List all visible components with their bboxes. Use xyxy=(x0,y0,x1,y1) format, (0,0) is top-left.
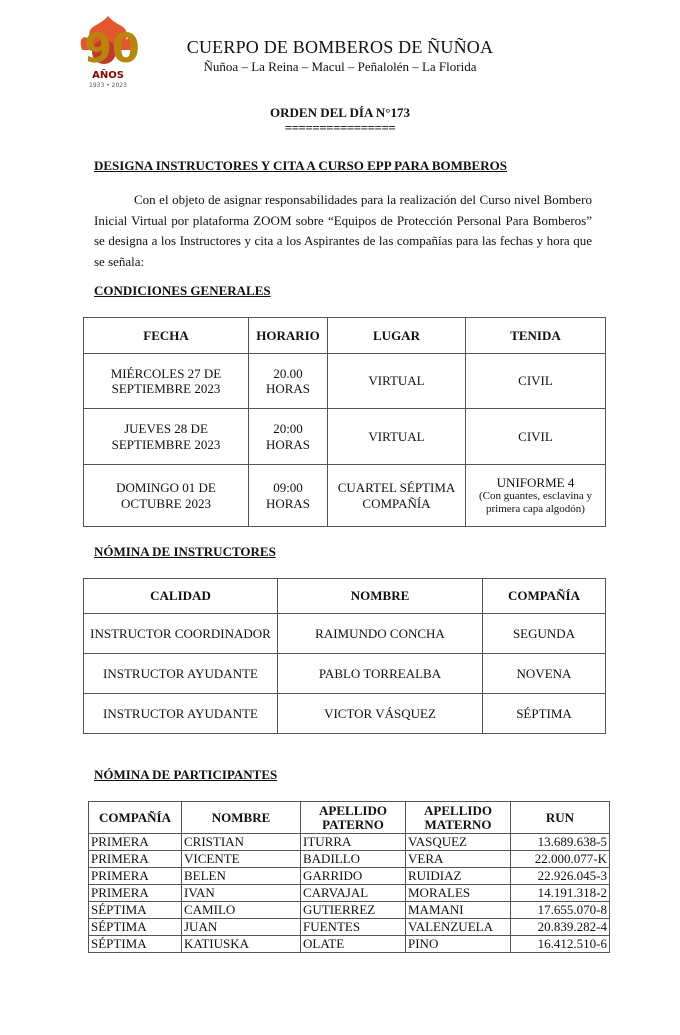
cell-compania: NOVENA xyxy=(483,654,606,694)
cell-run: 14.191.318-2 xyxy=(511,885,610,902)
fire-department-logo xyxy=(60,14,156,90)
header-compania: COMPAÑÍA xyxy=(483,579,606,614)
header-tenida: TENIDA xyxy=(466,318,606,354)
header-calidad: CALIDAD xyxy=(84,579,278,614)
conditions-heading: CONDICIONES GENERALES xyxy=(94,283,271,298)
cell-compania: PRIMERA xyxy=(89,885,182,902)
cell-paterno: GARRIDO xyxy=(301,868,406,885)
table-row xyxy=(89,936,610,953)
cell-paterno: CARVAJAL xyxy=(301,885,406,902)
cell-compania: SEGUNDA xyxy=(483,614,606,654)
anniversary-badge-icon xyxy=(60,14,156,90)
participants-table xyxy=(88,801,610,953)
header-fecha: FECHA xyxy=(84,318,249,354)
cell-run: 16.412.510-6 xyxy=(511,936,610,953)
cell-horario: 20:00 HORAS xyxy=(249,409,328,465)
cell-lugar: CUARTEL SÉPTIMA COMPAÑÍA xyxy=(328,465,466,527)
header-lugar: LUGAR xyxy=(328,318,466,354)
cell-paterno: ITURRA xyxy=(301,834,406,851)
cell-lugar: VIRTUAL xyxy=(328,354,466,409)
header-run: RUN xyxy=(511,802,610,834)
table-row xyxy=(84,654,606,694)
header-nombre: NOMBRE xyxy=(182,802,301,834)
table-header-row xyxy=(84,579,606,614)
cell-run: 17.655.070-8 xyxy=(511,902,610,919)
subject-heading: DESIGNA INSTRUCTORES Y CITA A CURSO EPP PARA BOMBEROS xyxy=(94,158,507,173)
cell-horario: 09:00 HORAS xyxy=(249,465,328,527)
cell-nombre: VICENTE xyxy=(182,851,301,868)
table-row xyxy=(84,409,606,465)
organization-title: CUERPO DE BOMBEROS DE ÑUÑOA xyxy=(186,37,494,57)
table-row xyxy=(89,834,610,851)
organization-subtitle: Ñuñoa – La Reina – Macul – Peñalolén – La Florida xyxy=(203,59,477,74)
header-apellido-paterno: APELLIDO PATERNO xyxy=(301,802,406,834)
cell-fecha: JUEVES 28 DE SEPTIEMBRE 2023 xyxy=(84,409,249,465)
cell-run: 13.689.638-5 xyxy=(511,834,610,851)
header-compania: COMPAÑÍA xyxy=(89,802,182,834)
cell-run: 22.000.077-K xyxy=(511,851,610,868)
cell-tenida: CIVIL xyxy=(466,354,606,409)
cell-compania: SÉPTIMA xyxy=(89,919,182,936)
cell-materno: RUIDIAZ xyxy=(406,868,511,885)
cell-nombre: CRISTIAN xyxy=(182,834,301,851)
cell-materno: MAMANI xyxy=(406,902,511,919)
tenida-note: (Con guantes, esclavina y primera capa algodón) xyxy=(478,490,593,516)
cell-compania: PRIMERA xyxy=(89,868,182,885)
cell-nombre: VICTOR VÁSQUEZ xyxy=(278,694,483,734)
table-header-row xyxy=(89,802,610,834)
order-title: ORDEN DEL DÍA N°173 xyxy=(270,105,410,120)
cell-fecha: MIÉRCOLES 27 DE SEPTIEMBRE 2023 xyxy=(84,354,249,409)
cell-nombre: RAIMUNDO CONCHA xyxy=(278,614,483,654)
cell-horario: 20.00 HORAS xyxy=(249,354,328,409)
table-row xyxy=(84,354,606,409)
cell-compania: PRIMERA xyxy=(89,851,182,868)
order-separator: ================ xyxy=(284,120,396,135)
cell-nombre: IVAN xyxy=(182,885,301,902)
instructors-heading: NÓMINA DE INSTRUCTORES xyxy=(94,544,276,559)
cell-materno: VALENZUELA xyxy=(406,919,511,936)
instructors-table xyxy=(83,578,606,734)
cell-materno: VASQUEZ xyxy=(406,834,511,851)
tenida-value: UNIFORME 4 xyxy=(496,474,575,490)
cell-compania: PRIMERA xyxy=(89,834,182,851)
table-row xyxy=(84,465,606,527)
cell-compania: SÉPTIMA xyxy=(89,936,182,953)
cell-materno: PINO xyxy=(406,936,511,953)
cell-nombre: JUAN xyxy=(182,919,301,936)
table-row xyxy=(89,851,610,868)
cell-compania: SÉPTIMA xyxy=(89,902,182,919)
cell-nombre: CAMILO xyxy=(182,902,301,919)
cell-tenida xyxy=(466,465,606,527)
table-header-row xyxy=(84,318,606,354)
cell-paterno: BADILLO xyxy=(301,851,406,868)
cell-nombre: BELEN xyxy=(182,868,301,885)
conditions-table xyxy=(83,317,606,527)
header-horario: HORARIO xyxy=(249,318,328,354)
cell-materno: MORALES xyxy=(406,885,511,902)
header-nombre: NOMBRE xyxy=(278,579,483,614)
table-row xyxy=(89,902,610,919)
table-row xyxy=(84,614,606,654)
cell-paterno: GUTIERREZ xyxy=(301,902,406,919)
table-row xyxy=(89,885,610,902)
cell-paterno: FUENTES xyxy=(301,919,406,936)
intro-paragraph: Con el objeto de asignar responsabilidades para la realización del Curso nivel Bombero Inicial Virtual por plataforma ZOOM sobre “Equipos de Protección Personal Para Bomberos” se designa a los Instructores y cita a los Aspirantes de las compañías para las fechas y hora que se señala: xyxy=(94,192,592,269)
cell-nombre: KATIUSKA xyxy=(182,936,301,953)
cell-tenida: CIVIL xyxy=(466,409,606,465)
header-apellido-materno: APELLIDO MATERNO xyxy=(406,802,511,834)
logo-number: 90 xyxy=(84,26,140,72)
cell-run: 20.839.282-4 xyxy=(511,919,610,936)
cell-calidad: INSTRUCTOR COORDINADOR xyxy=(84,614,278,654)
cell-calidad: INSTRUCTOR AYUDANTE xyxy=(84,654,278,694)
table-row xyxy=(89,868,610,885)
logo-years: 1933 • 2023 xyxy=(89,82,127,89)
table-row xyxy=(84,694,606,734)
cell-compania: SÉPTIMA xyxy=(483,694,606,734)
cell-run: 22.926.045-3 xyxy=(511,868,610,885)
cell-paterno: OLATE xyxy=(301,936,406,953)
participants-heading: NÓMINA DE PARTICIPANTES xyxy=(94,767,278,782)
cell-fecha: DOMINGO 01 DE OCTUBRE 2023 xyxy=(84,465,249,527)
cell-calidad: INSTRUCTOR AYUDANTE xyxy=(84,694,278,734)
table-row xyxy=(89,919,610,936)
cell-materno: VERA xyxy=(406,851,511,868)
cell-lugar: VIRTUAL xyxy=(328,409,466,465)
logo-label: AÑOS xyxy=(92,70,124,81)
cell-nombre: PABLO TORREALBA xyxy=(278,654,483,694)
